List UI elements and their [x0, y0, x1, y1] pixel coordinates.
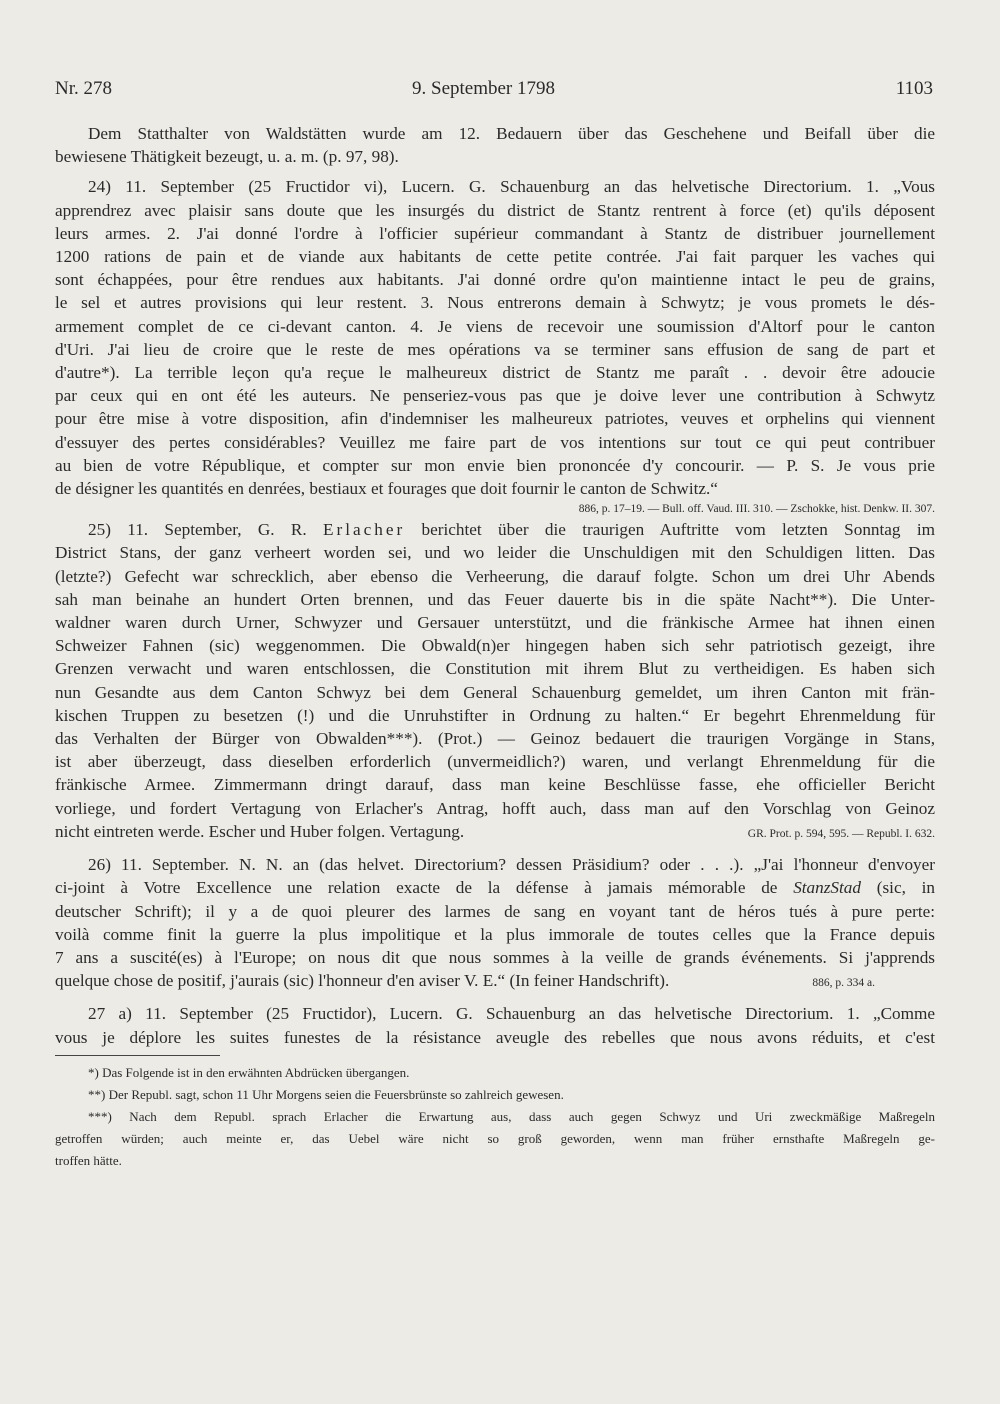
main-text — [55, 122, 935, 1172]
text-line: voilà comme finit la guerre la plus impolitique et la plus immorale de toutes celles que la France depuis — [55, 924, 935, 944]
header-date: 9. September 1798 — [412, 78, 556, 99]
entry-26 — [55, 853, 935, 995]
text-line: au bien de votre République, et compter sur mon envie bien prononcée d'y concourir. — P. S. Je vous prie — [55, 455, 935, 475]
text-line: Grenzen verwacht und waren entschlossen, die Constitution mit ihrem Blut zu vertheidigen. Es haben sich — [55, 659, 935, 679]
text-line — [55, 518, 935, 541]
text-line: vous je déplore les suites funestes de la résistance aveugle des rebelles que nous avons réduits, et c'est — [55, 1027, 935, 1047]
text-line: 1200 rations de pain et de viande aux habitants de cette petite contrée. J'ai fait parquer les vaches qui — [55, 247, 935, 267]
text-line: vorliege, und fordert Vertagung von Erlacher's Antrag, hofft auch, dass man auf den Vorschlag von Geinoz — [55, 798, 935, 818]
text-line: deutscher Schrift); il y a de quoi pleurer des larmes de sang en voyant tant de héros tués à pure perte: — [55, 901, 935, 921]
text-line: d'Uri. J'ai lieu de croire que le reste de mes opérations va se terminer sans effusion de sang de part et — [55, 339, 935, 359]
entry-27a — [55, 1002, 935, 1048]
footnote: ***) Nach dem Republ. sprach Erlacher die Erwartung aus, dass auch gegen Schwyz und Uri zweckmäßige Maßregeln — [88, 1108, 935, 1124]
document-number: Nr. 278 — [55, 78, 112, 99]
text-line: d'essuyer des pertes considérables? Veuillez me faire part de vos intentions sur tout ce qui peut contribuer — [55, 432, 935, 452]
footnote-divider — [55, 1055, 220, 1056]
text-line: 7 ans a suscité(es) à l'Europe; on nous dit que nous sommes à la veille de grands événements. Si j'apprends — [55, 947, 935, 967]
text-line — [55, 820, 935, 846]
text-line: pour être mise à votre disposition, afin d'indemniser les malheureux patriotes, veuves et orphelins qui viennent — [55, 409, 935, 429]
text-line: District Stans, der ganz verheert worden sei, und wo leider die Unschuldigen mit den Schuldigen litten. Das — [55, 543, 935, 563]
page-header — [55, 78, 933, 110]
text-line: waldner waren durch Urner, Schwyzer und Gersauer unterstützt, und die fränkische Armee hat ihnen einen — [55, 613, 935, 633]
text-line: 24) 11. September (25 Fructidor vi), Lucern. G. Schauenburg an das helvetische Directorium. 1. „Vous — [88, 177, 935, 197]
text-line: le sel et autres provisions qui leur restent. 3. Nous entrerons demain à Schwytz; je vous promets le dés- — [55, 293, 935, 313]
footnotes — [55, 1062, 935, 1172]
text-fragment: ci-joint à Votre Excellence une relation exacte de la défense à jamais mémorable de — [55, 878, 794, 898]
page-number: 1103 — [895, 78, 933, 99]
text-line: kischen Truppen zu besetzen (!) und die Unruhstifter in Ordnung zu halten.“ Er begehrt Ehrenmeldung für — [55, 705, 935, 725]
text-fragment: nicht eintreten werde. Escher und Huber folgen. Vertagung. — [55, 821, 465, 841]
text-line: (letzte?) Gefecht war schrecklich, aber ebenso die Verheerung, die darauf folgte. Schon um drei Uhr Abends — [55, 566, 935, 586]
person-name: Erlacher — [323, 520, 406, 540]
text-line: d'autre*). La terrible leçon qu'a reçue le malheureux district de Stantz me paraît . . devoir être adoucie — [55, 363, 935, 383]
text-line: bewiesene Thätigkeit bezeugt, u. a. m. (p. 97, 98). — [55, 147, 399, 167]
text-line — [55, 969, 935, 995]
footnote: *) Das Folgende ist in den erwähnten Abdrücken übergangen. — [88, 1064, 410, 1080]
text-line: sont échappées, pour être rendues aux habitants. J'ai donné ordre qu'on maintienne intact le peu de grains, — [55, 270, 935, 290]
text-line: nun Gesandte aus dem Canton Schwyz bei dem General Schauenburg gemeldet, um ihren Canton mit frän- — [55, 682, 935, 702]
text-fragment: (sic, in — [861, 878, 935, 898]
text-line: ist aber überzeugt, dass dieselben erforderlich (unvermeidlich?) waren, und verlangt Ehrenmeldung für die — [55, 752, 935, 772]
footnote: **) Der Republ. sagt, schon 11 Uhr Morgens seien die Feuersbrünste so zahlreich gewesen. — [88, 1086, 564, 1102]
text-line: Schweizer Fahnen (sic) weggenommen. Die Obwald(n)er hingegen haben sich sehr patriotisch gezeigt, ihre — [55, 636, 935, 656]
source-citation: 886, p. 334 a. — [812, 977, 875, 990]
text-line: 26) 11. September. N. N. an (das helvet. Directorium? dessen Präsidium? oder . . .). „J'ai l'honneur d'envoyer — [88, 855, 935, 875]
text-fragment: berichtet über die traurigen Auftritte vom letzten Sonntag im — [405, 520, 935, 540]
text-line: de désigner les quantités en denrées, bestiaux et fourages que doit fournir le canton de Schwitz.“ — [55, 479, 718, 499]
footnote: getroffen würden; auch meinte er, das Uebel wäre nicht so groß geworden, wenn man früher ernsthafte Maßregeln ge- — [55, 1130, 935, 1146]
source-citation: 886, p. 17–19. — Bull. off. Vaud. III. 310. — Zschokke, hist. Denkw. II. 307. — [578, 503, 935, 516]
text-fragment: quelque chose de positif, j'aurais (sic) l'honneur d'en aviser V. E.“ (In feiner Handschrift). — [55, 971, 670, 991]
entry-25 — [55, 518, 935, 846]
text-line: fränkische Armee. Zimmermann dringt darauf, dass man keine Beschlüsse fasse, ehe officieller Bericht — [55, 775, 935, 795]
text-line: das Verhalten der Bürger von Obwalden***). (Prot.) — Geinoz bedauert die traurigen Vorgänge in Stans, — [55, 729, 935, 749]
place-name: StanzStad — [793, 878, 861, 898]
footnote: troffen hätte. — [55, 1152, 122, 1168]
text-line: sah man beinahe an hundert Orten brennen, und das Feuer dauerte bis in die späte Nacht**). Die Unter- — [55, 589, 935, 609]
text-line — [55, 876, 935, 899]
text-line: armement complet de ce ci-devant canton. 4. Je viens de recevoir une soumission d'Altorf pour le canton — [55, 316, 935, 336]
source-citation: GR. Prot. p. 594, 595. — Republ. I. 632. — [747, 827, 935, 840]
text-line: par ceux qui en ont été les auteurs. Ne penseriez-vous pas que je doive lever une contribution à Schwytz — [55, 386, 935, 406]
entry-24 — [55, 175, 935, 518]
text-line: apprendrez avec plaisir sans doute que les insurgés du district de Stantz rentrent à force (et) qu'ils déposent — [55, 200, 935, 220]
text-line: leurs armes. 2. J'ai donné l'ordre à l'officier supérieur commandant à Stantz de distribuer journellement — [55, 223, 935, 243]
text-fragment: 25) 11. September, G. R. — [88, 520, 324, 540]
text-line: 27 a) 11. September (25 Fructidor), Lucern. G. Schauenburg an das helvetische Directorium. 1. „Comme — [88, 1004, 935, 1024]
text-line: Dem Statthalter von Waldstätten wurde am 12. Bedauern über das Geschehene und Beifall über die — [88, 124, 935, 143]
